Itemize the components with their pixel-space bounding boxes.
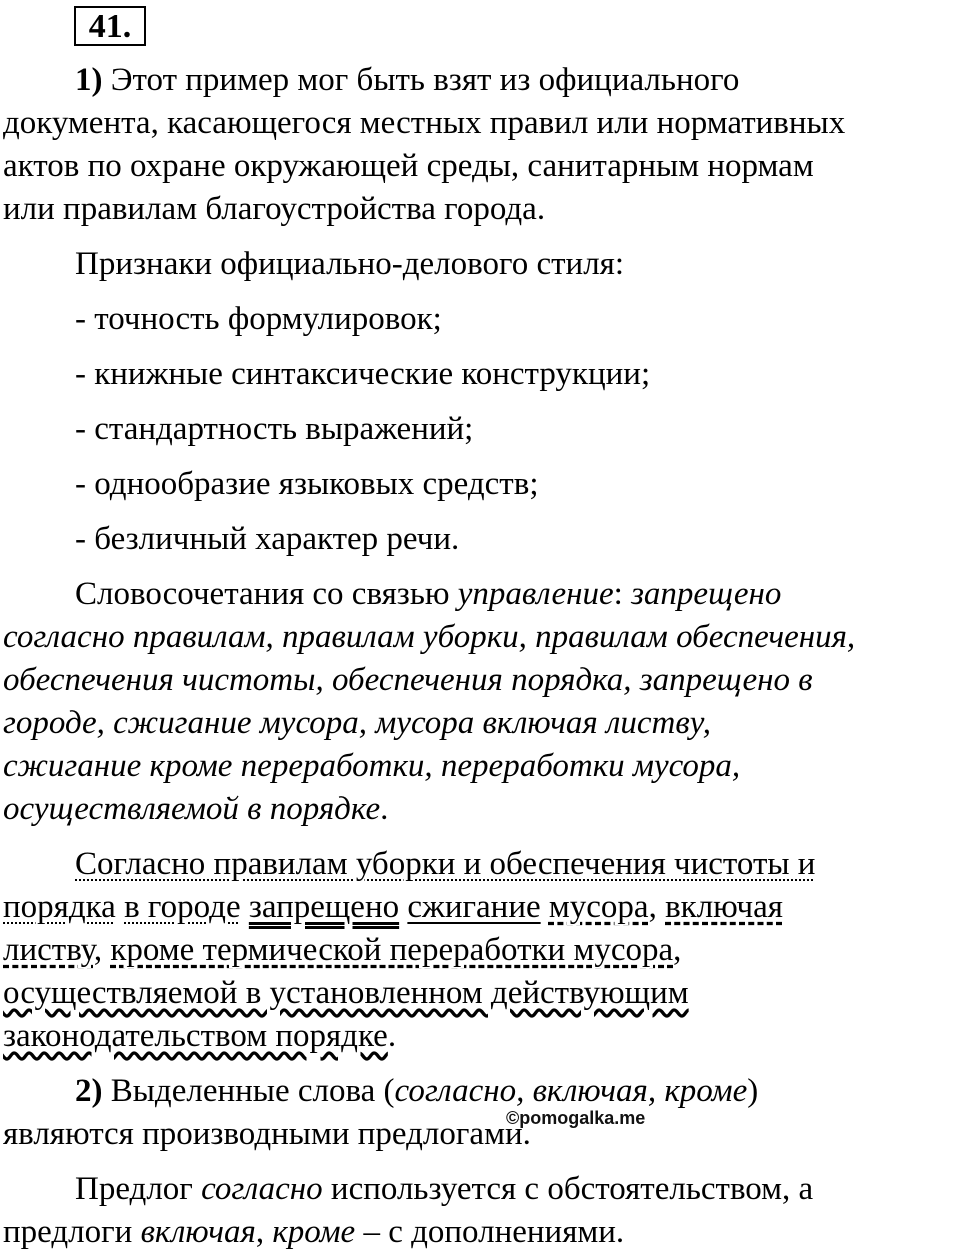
feature-item-3: - стандартность выражений; [75, 411, 474, 447]
feature-item-1: - точность формулировок; [75, 301, 442, 337]
phrases-line-5: сжигание кроме переработки, переработки мусора, [3, 748, 741, 784]
part1-line-1: 1) Этот пример мог быть взят из официального [75, 62, 740, 98]
sentence-attribute: осуществляемой в установленном действующим [3, 975, 689, 1011]
phrases-term: управление [457, 576, 614, 612]
feature-item-2: - книжные синтаксические конструкции; [75, 356, 651, 392]
sentence-object: мусора [548, 889, 649, 925]
part1-label: 1) [75, 62, 103, 98]
part2-line-1: 2) Выделенные слова (согласно, включая, кроме) [75, 1073, 759, 1109]
part1-line-2: документа, касающегося местных правил или нормативных [3, 105, 846, 141]
part2-line-2: являются производными предлогами. [3, 1116, 531, 1152]
sentence-line-1 [75, 844, 815, 884]
phrases-line-1: Словосочетания со связью управление: запрещено [75, 576, 782, 612]
feature-item-4: - однообразие языковых средств; [75, 466, 539, 502]
phrases-line-6: осуществляемой в порядке. [3, 791, 389, 827]
sentence-subject: сжигание [407, 889, 541, 925]
part1-line-3: актов по охране окружающей среды, санитарным нормам [3, 148, 814, 184]
part1-line-4: или правилам благоустройства города. [3, 191, 546, 227]
watermark: ©pomogalka.me [506, 1108, 646, 1128]
features-heading: Признаки официально-делового стиля: [75, 246, 625, 282]
sentence-circumstance: Согласно правилам уборки и обеспечения чистоты и [75, 846, 816, 882]
part2-label: 2) [75, 1073, 103, 1109]
sentence-predicate: запрещено [248, 889, 400, 925]
sentence-line-4 [3, 973, 689, 1013]
sentence-line-3: листву, кроме термической переработки мусора, [3, 932, 682, 968]
task-number: 41. [74, 6, 146, 46]
phrases-line-4: городе, сжигание мусора, мусора включая листву, [3, 705, 711, 741]
phrases-line-3: обеспечения чистоты, обеспечения порядка, запрещено в [3, 662, 813, 698]
phrases-line-2: согласно правилам, правилам уборки, правилам обеспечения, [3, 619, 856, 655]
sentence-place: в городе [124, 889, 241, 925]
sentence-line-5: законодательством порядке. [3, 1018, 397, 1054]
conclusion-line-2: предлоги включая, кроме – с дополнениями. [3, 1214, 625, 1250]
conclusion-line-1: Предлог согласно используется с обстоятельством, а [75, 1171, 814, 1207]
sentence-line-2: порядка в городе запрещено сжигание мусора, включая [3, 889, 783, 925]
feature-item-5: - безличный характер речи. [75, 521, 460, 557]
